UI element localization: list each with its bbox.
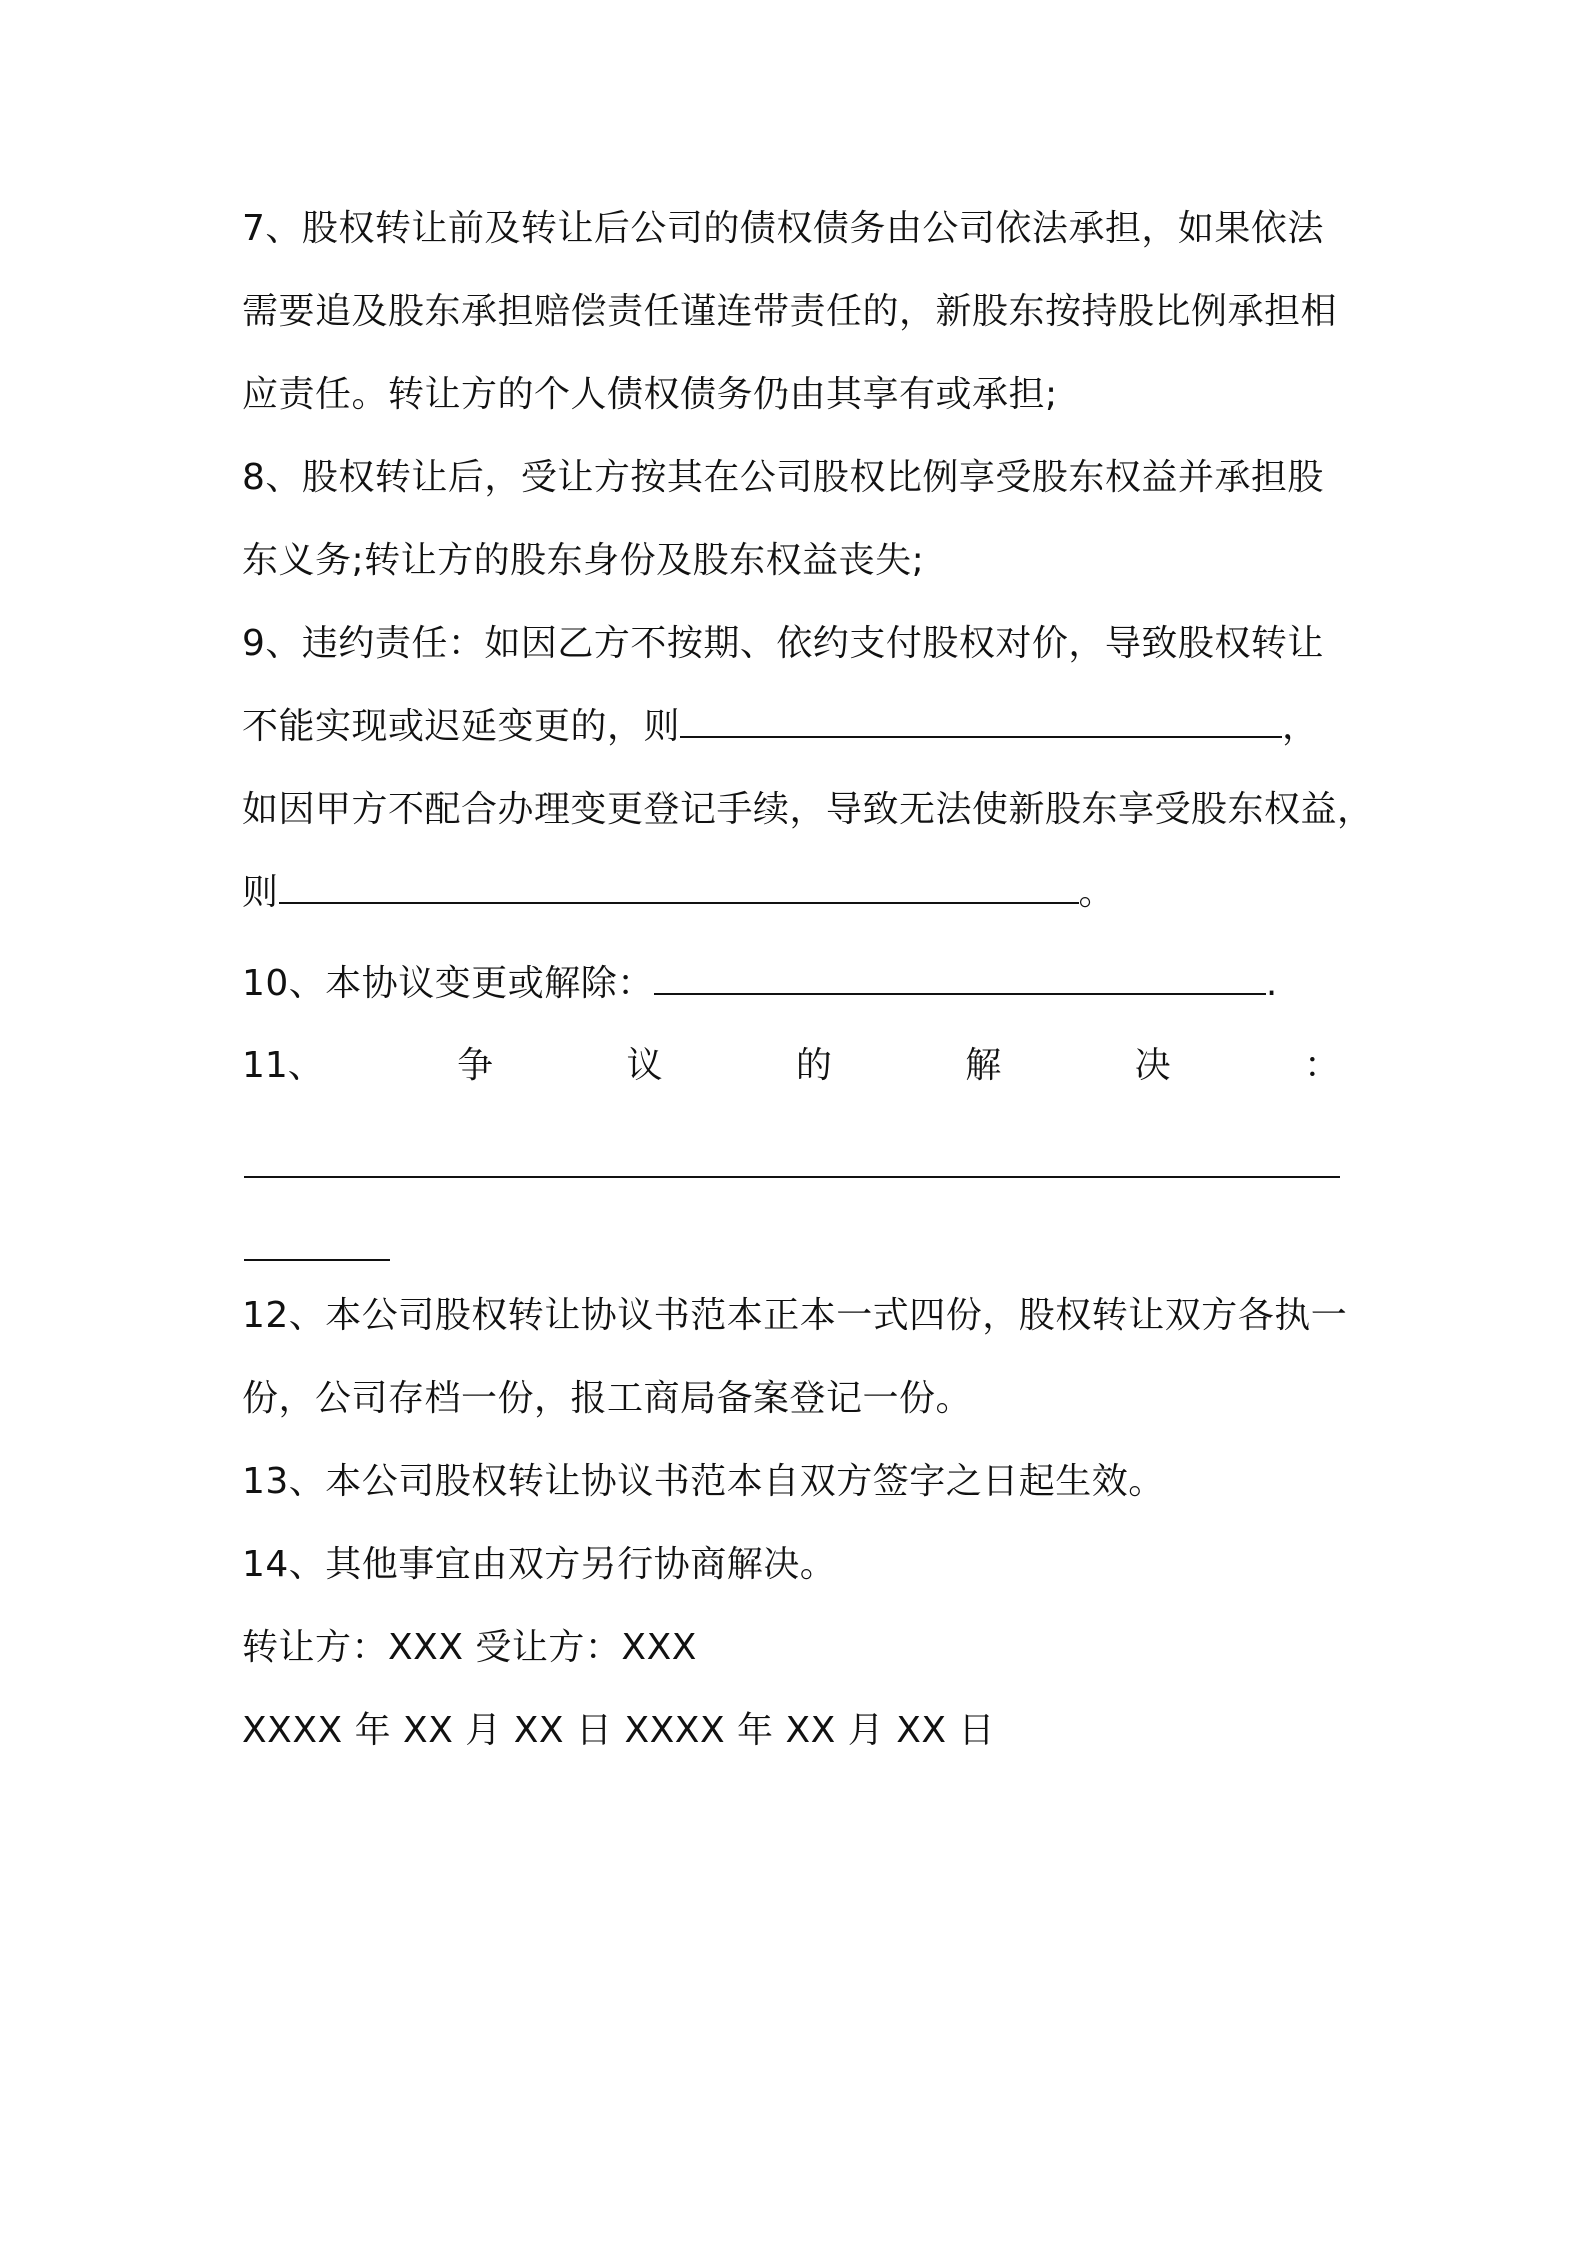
fill-in-blank-breach-seller[interactable] bbox=[279, 872, 1079, 904]
clause-11-char: 的 bbox=[795, 1045, 832, 1086]
clause-11-char: 争 bbox=[457, 1045, 494, 1086]
signature-dates: XXXX 年 XX 月 XX 日 XXXX 年 XX 月 XX 日 bbox=[242, 1710, 995, 1751]
clause-11-number: 11、 bbox=[242, 1045, 324, 1086]
clause-9-line-3: 如因甲方不配合办理变更登记手续，导致无法使新股东享受股东权益， bbox=[242, 789, 1374, 830]
fill-in-blank-breach-buyer[interactable] bbox=[680, 706, 1282, 738]
clause-9-period: 。 bbox=[1078, 872, 1116, 913]
clause-12-line-2: 份，公司存档一份，报工商局备案登记一份。 bbox=[242, 1378, 973, 1419]
clause-10-text: 10、本协议变更或解除： bbox=[242, 963, 654, 1004]
clause-11-colon: ： bbox=[1303, 1045, 1340, 1086]
clause-9-text: 不能实现或迟延变更的，则 bbox=[242, 706, 681, 747]
clause-9-line-4 bbox=[242, 871, 1115, 915]
clause-10-period: . bbox=[1265, 963, 1278, 1004]
clause-9-text-then: 则 bbox=[242, 872, 279, 913]
clause-14-line: 14、其他事宜由双方另行协商解决。 bbox=[242, 1544, 837, 1585]
signature-parties: 转让方：XXX 受让方：XXX bbox=[242, 1627, 697, 1668]
clause-8-line-2: 东义务;转让方的股东身份及股东权益丧失; bbox=[242, 540, 925, 581]
clause-9-line-2 bbox=[242, 705, 1319, 749]
clause-7-line-1: 7、股权转让前及转让后公司的债权债务由公司依法承担，如果依法 bbox=[242, 208, 1324, 249]
clause-9-comma: ， bbox=[1282, 706, 1319, 747]
clause-11-heading bbox=[242, 1044, 1340, 1088]
clause-11-char: 决 bbox=[1134, 1045, 1171, 1086]
clause-11-char: 议 bbox=[626, 1045, 663, 1086]
clause-7-line-3: 应责任。转让方的个人债权债务仍由其享有或承担; bbox=[242, 374, 1058, 415]
clause-7-line-2: 需要追及股东承担赔偿责任谨连带责任的，新股东按持股比例承担相 bbox=[242, 291, 1338, 332]
clause-8-line-1: 8、股权转让后，受让方按其在公司股权比例享受股东权益并承担股 bbox=[242, 457, 1324, 498]
clause-10-line bbox=[242, 962, 1278, 1006]
fill-in-blank-dispute-line-1[interactable] bbox=[244, 1176, 1340, 1178]
clause-12-line-1: 12、本公司股权转让协议书范本正本一式四份，股权转让双方各执一 bbox=[242, 1295, 1348, 1336]
clause-13-line: 13、本公司股权转让协议书范本自双方签字之日起生效。 bbox=[242, 1461, 1165, 1502]
clause-9-line-1: 9、违约责任：如因乙方不按期、依约支付股权对价，导致股权转让 bbox=[242, 623, 1324, 664]
fill-in-blank-dispute-line-2[interactable] bbox=[244, 1259, 390, 1261]
fill-in-blank-amendment[interactable] bbox=[654, 963, 1266, 995]
clause-11-char: 解 bbox=[965, 1045, 1002, 1086]
